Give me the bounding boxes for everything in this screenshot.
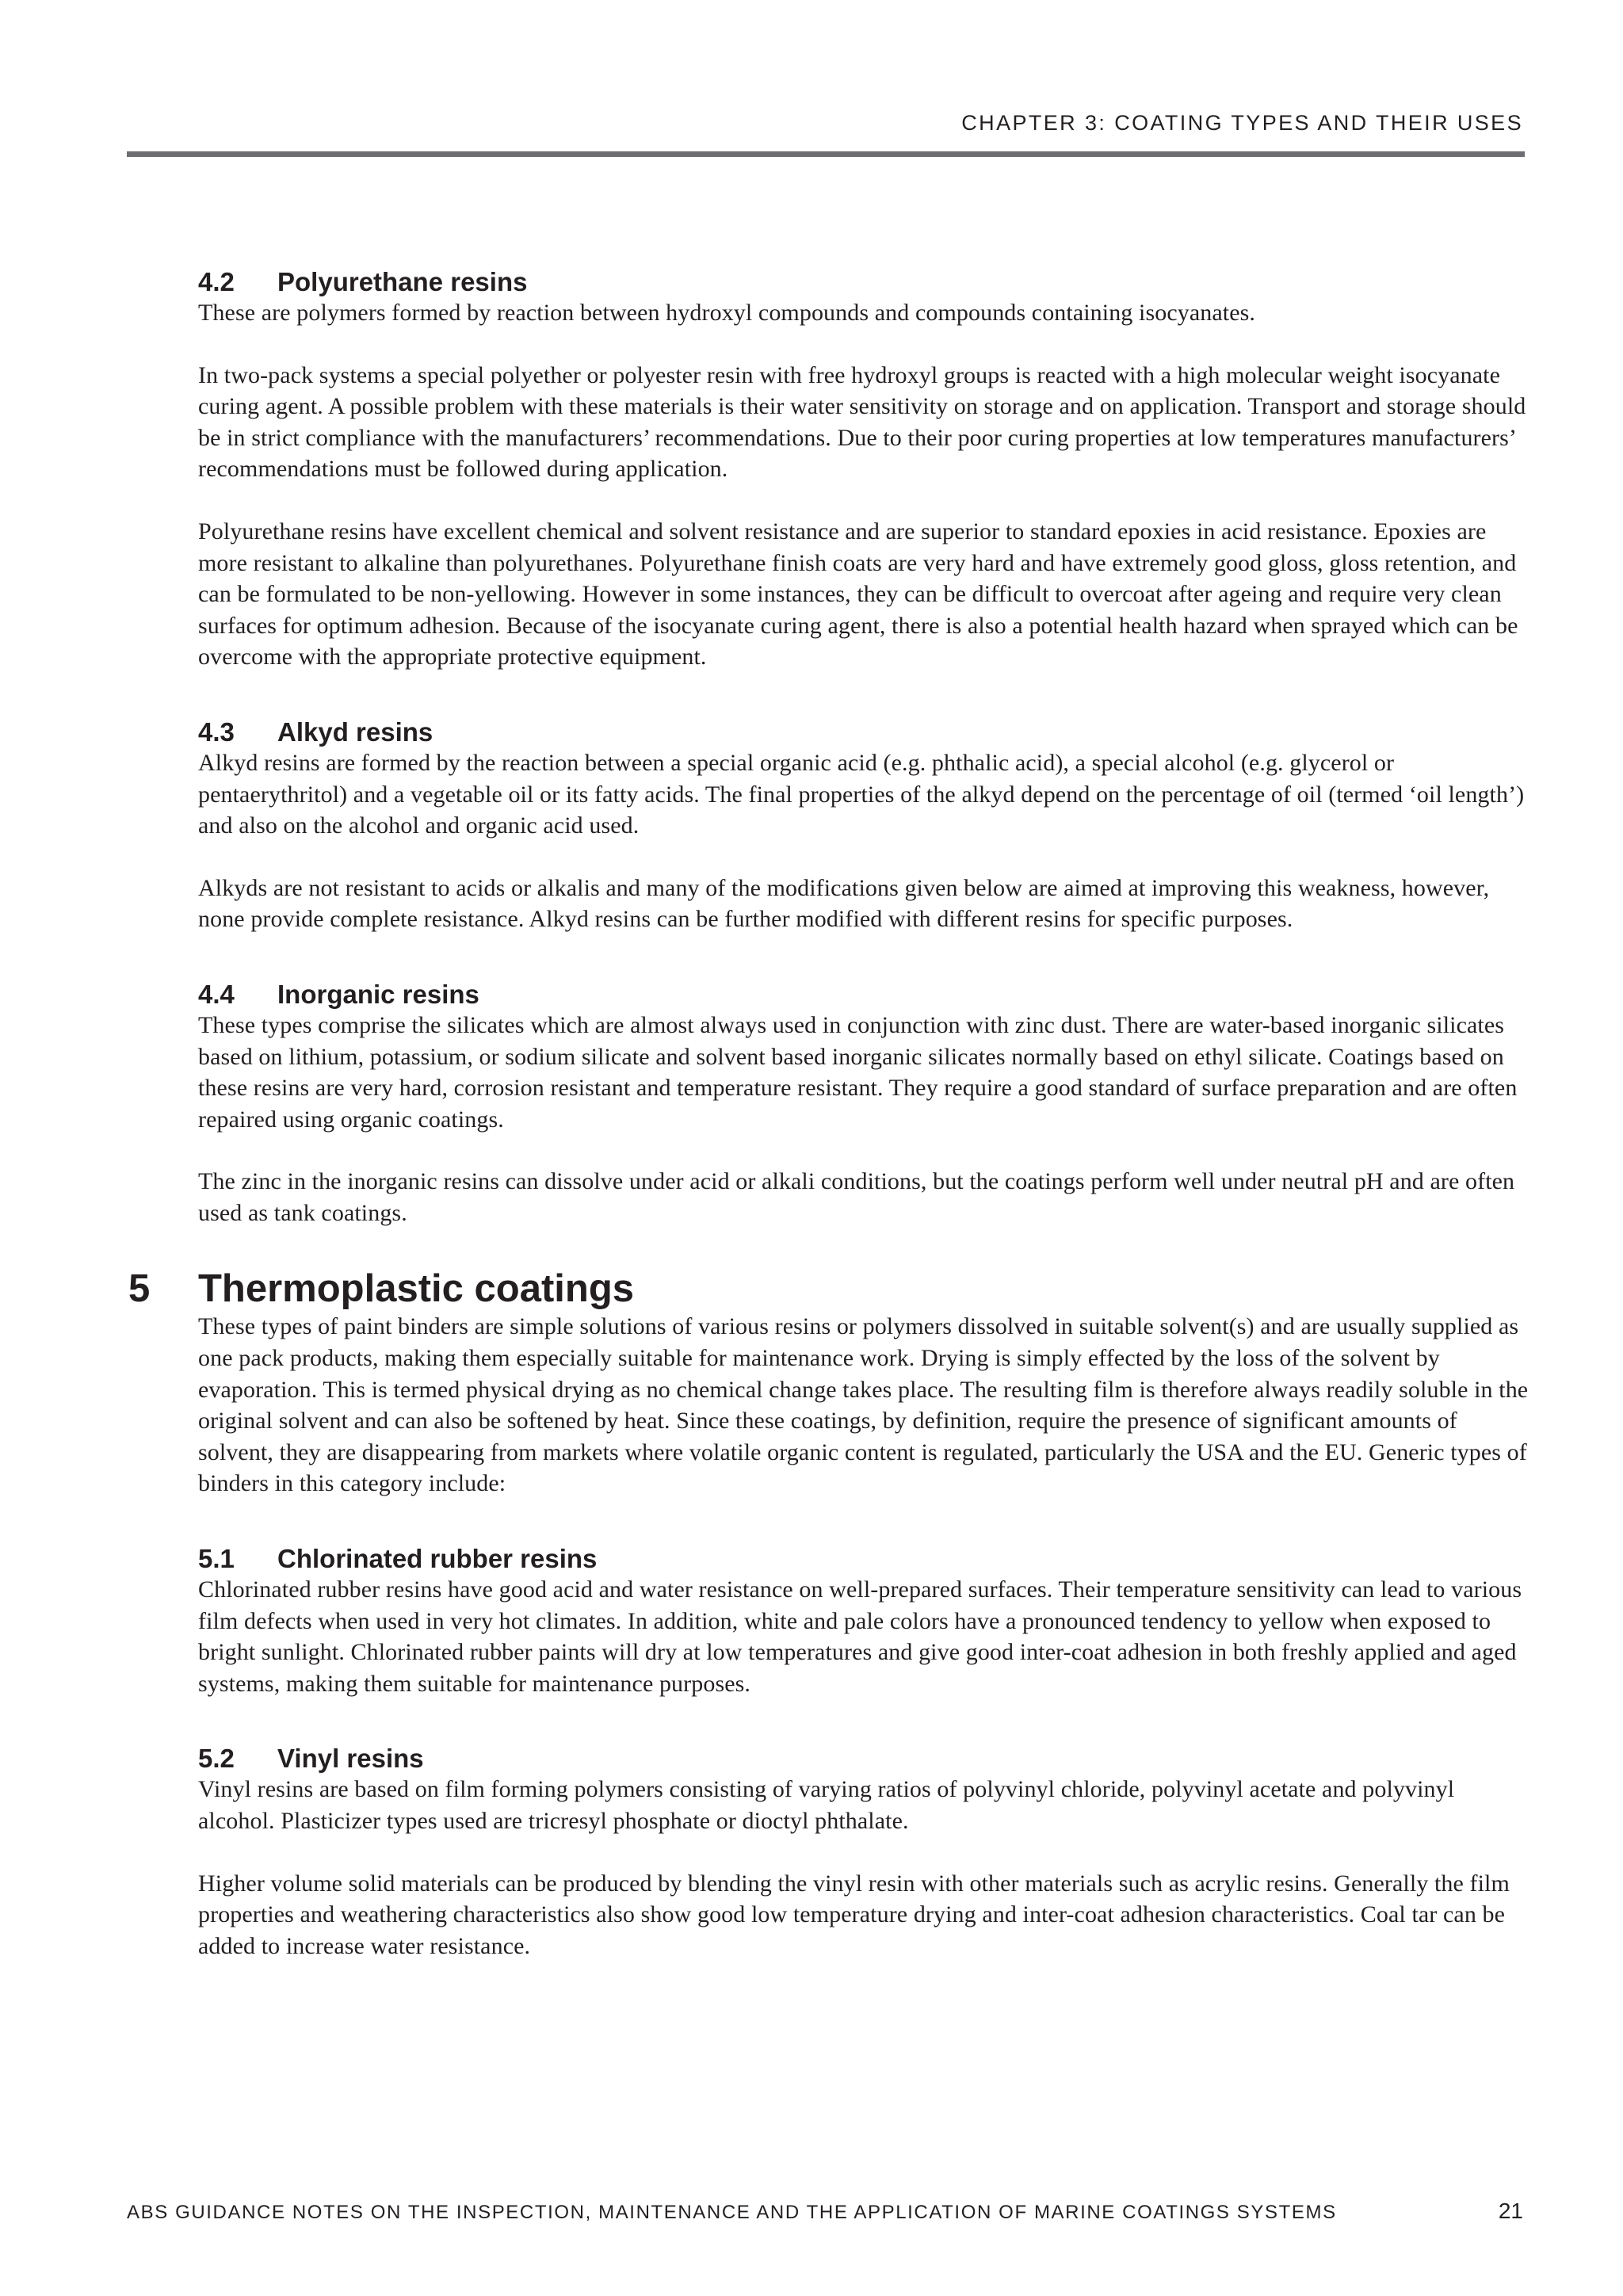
section-heading bbox=[198, 716, 1529, 749]
section-title: Alkyd resins bbox=[277, 716, 433, 747]
page-number: 21 bbox=[1498, 2199, 1523, 2223]
footer-publication-title: ABS GUIDANCE NOTES ON THE INSPECTION, MAINTENANCE AND THE APPLICATION OF MARINE COATINGS SYSTEMS bbox=[127, 2202, 1337, 2223]
header-rule bbox=[127, 151, 1525, 157]
section-title: Polyurethane resins bbox=[277, 267, 528, 296]
section-title: Chlorinated rubber resins bbox=[277, 1544, 598, 1574]
section-5-2 bbox=[198, 1742, 1529, 1962]
section-4-3 bbox=[198, 716, 1529, 935]
section-5-1 bbox=[198, 1542, 1529, 1699]
running-header: CHAPTER 3: COATING TYPES AND THEIR USES bbox=[961, 111, 1523, 135]
section-title: Vinyl resins bbox=[277, 1744, 424, 1774]
section-number: 5 bbox=[128, 1267, 151, 1311]
section-number: 4.3 bbox=[198, 716, 235, 747]
section-4-4 bbox=[198, 978, 1529, 1229]
paragraph: Vinyl resins are based on film forming polymers consisting of varying ratios of polyvinyl chloride, polyvinyl acetate and polyvinyl alcohol. Plasticizer types used are tricresyl phosphate or dioctyl phthalate. bbox=[198, 1776, 1455, 1834]
section-heading bbox=[198, 1542, 1529, 1576]
section-title: Thermoplastic coatings bbox=[198, 1267, 635, 1311]
chapter-section-heading bbox=[128, 1266, 1529, 1311]
page-body bbox=[128, 266, 1529, 2004]
section-title: Inorganic resins bbox=[277, 979, 479, 1009]
section-number: 4.4 bbox=[198, 979, 235, 1009]
section-heading bbox=[198, 978, 1529, 1011]
section-4-2 bbox=[198, 266, 1529, 673]
paragraph: These types of paint binders are simple solutions of various resins or polymers dissolved in suitable solvent(s) and are usually supplied as one pack products, making them especially suitable for maintenance work. Drying is simply effected by the loss of the solvent by evaporation. This is termed physical drying as no chemical change takes place. The resulting film is therefore always readily soluble in the original solvent and can also be softened by heat. Since these coatings, by definition, require the presence of significant amounts of solvent, they are disappearing from markets where volatile organic content is regulated, particularly the USA and the EU. Generic types of binders in this category include: bbox=[198, 1313, 1529, 1497]
paragraph: Alkyds are not resistant to acids or alkalis and many of the modifications given below are aimed at improving this weakness, however, none provide complete resistance. Alkyd resins can be further modified with different resins for specific purposes. bbox=[198, 874, 1490, 933]
paragraph: Higher volume solid materials can be produced by blending the vinyl resin with other materials such as acrylic resins. Generally the film properties and weathering characteristics also show good low temperature drying and inter-coat adhesion characteristics. Coal tar can be added to increase water resistance. bbox=[198, 1870, 1510, 1959]
paragraph: Polyurethane resins have excellent chemical and solvent resistance and are superior to standard epoxies in acid resistance. Epoxies are more resistant to alkaline than polyurethanes. Polyurethane finish coats are very hard and have extremely good gloss, gloss retention, and can be formulated to be non-yellowing. However in some instances, they can be difficult to overcoat after ageing and require very clean surfaces for optimum adhesion. Because of the isocyanate curing agent, there is also a potential health hazard when sprayed which can be overcome with the appropriate protective equipment. bbox=[198, 518, 1518, 670]
paragraph: Chlorinated rubber resins have good acid and water resistance on well-prepared surfaces. Their temperature sensitivity can lead to various film defects when used in very hot climates. In addition, white and pale colors have a pronounced tendency to yellow when exposed to bright sunlight. Chlorinated rubber paints will dry at low temperatures and give good inter-coat adhesion in both freshly applied and aged systems, making them suitable for maintenance purposes. bbox=[198, 1576, 1522, 1697]
section-heading bbox=[198, 1742, 1529, 1775]
paragraph: Alkyd resins are formed by the reaction between a special organic acid (e.g. phthalic acid), a special alcohol (e.g. glycerol or pentaerythritol) and a vegetable oil or its fatty acids. The final properties of the alkyd depend on the percentage of oil (termed ‘oil length’) and also on the alcohol and organic acid used. bbox=[198, 749, 1525, 839]
paragraph: In two-pack systems a special polyether or polyester resin with free hydroxyl groups is reacted with a high molecular weight isocyanate curing agent. A possible problem with these materials is their water sensitivity on storage and on application. Transport and storage should be in strict compliance with the manufacturers’ recommendations. Due to their poor curing properties at low temperatures manufacturers’ recommendations must be followed during application. bbox=[198, 361, 1526, 483]
section-5 bbox=[128, 1266, 1529, 1499]
section-number: 5.1 bbox=[198, 1544, 235, 1574]
paragraph: These are polymers formed by reaction between hydroxyl compounds and compounds containing isocyanates. bbox=[198, 300, 1255, 326]
paragraph: These types comprise the silicates which are almost always used in conjunction with zinc dust. There are water-based inorganic silicates based on lithium, potassium, or sodium silicate and solvent based inorganic silicates normally based on ethyl silicate. Coatings based on these resins are very hard, corrosion resistant and temperature resistant. They require a good standard of surface preparation and are often repaired using organic coatings. bbox=[198, 1011, 1518, 1133]
paragraph: The zinc in the inorganic resins can dissolve under acid or alkali conditions, but the coatings perform well under neutral pH and are often used as tank coatings. bbox=[198, 1168, 1515, 1226]
section-heading bbox=[198, 266, 1529, 299]
section-number: 4.2 bbox=[198, 267, 235, 296]
section-number: 5.2 bbox=[198, 1744, 235, 1774]
